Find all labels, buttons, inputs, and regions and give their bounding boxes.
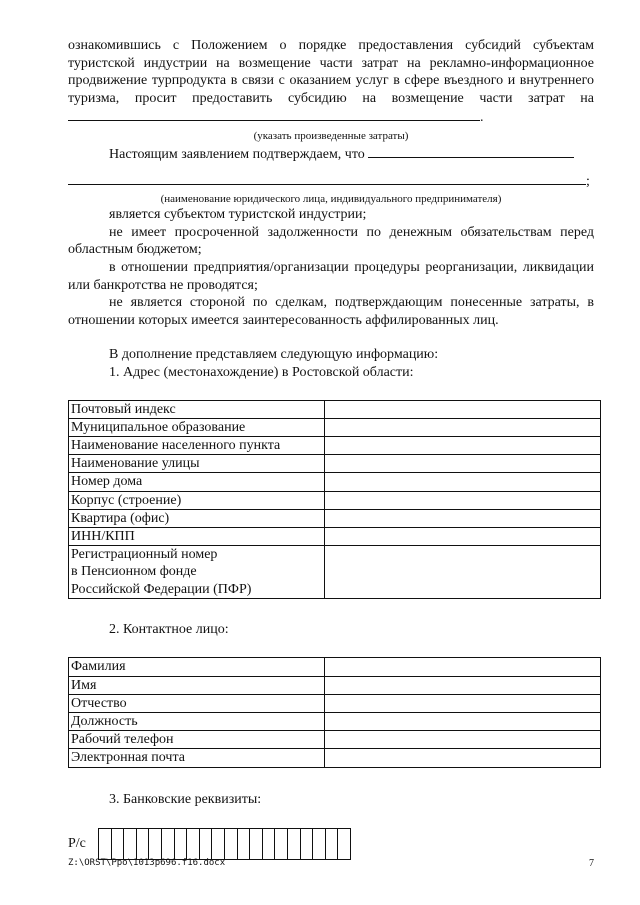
contact-row xyxy=(69,749,601,767)
contact-row xyxy=(69,658,601,676)
contact-value-field[interactable] xyxy=(324,731,600,749)
costs-field[interactable] xyxy=(68,107,480,121)
account-digit-cell[interactable] xyxy=(338,829,350,859)
account-digit-cell[interactable] xyxy=(263,829,276,859)
address-value-field[interactable] xyxy=(324,473,600,491)
address-row xyxy=(69,491,601,509)
additional-intro: В дополнение представляем следующую информацию: xyxy=(109,347,439,363)
entity-name-caption: (наименование юридического лица, индивидуального предпринимателя) xyxy=(160,193,502,206)
address-row xyxy=(69,473,601,491)
account-digit-cell[interactable] xyxy=(275,829,288,859)
contact-label: Рабочий телефон xyxy=(69,731,325,749)
contact-value-field[interactable] xyxy=(324,712,600,730)
statement-3: в отношении предприятия/организации процедуры реорганизации, ликвидации или банкротства не проводятся; xyxy=(68,259,594,293)
address-label: Муниципальное образование xyxy=(69,418,325,436)
pfr-label-line: Российской Федерации (ПФР) xyxy=(71,581,252,597)
address-value-field[interactable] xyxy=(324,527,600,545)
address-label: Наименование улицы xyxy=(69,455,325,473)
entity-name-field-1[interactable] xyxy=(368,144,574,158)
pfr-label xyxy=(69,546,325,599)
statement-4: не является стороной по сделкам, подтверждающим понесенные затраты, в отношении которых имеется заинтересованность аффилированных лиц. xyxy=(68,295,594,328)
form-page xyxy=(68,37,594,860)
intro-period: . xyxy=(480,110,484,126)
page-number: 7 xyxy=(589,858,594,869)
pfr-label-line: в Пенсионном фонде xyxy=(71,564,197,580)
account-digit-cell[interactable] xyxy=(313,829,326,859)
contact-row xyxy=(69,676,601,694)
section2-title: 2. Контактное лицо: xyxy=(109,621,229,637)
address-row xyxy=(69,455,601,473)
contact-label: Электронная почта xyxy=(69,749,325,767)
address-value-field[interactable] xyxy=(324,418,600,436)
address-label: Квартира (офис) xyxy=(69,509,325,527)
statement-2: не имеет просроченной задолженности по денежным обязательствам перед областным бюджетом; xyxy=(68,224,594,258)
confirm-semicolon: ; xyxy=(586,173,590,189)
entity-name-field-2[interactable] xyxy=(68,168,586,185)
account-label: Р/с xyxy=(68,836,86,852)
contact-label: Фамилия xyxy=(69,658,325,676)
pfr-label-line: Регистрационный номер xyxy=(71,547,218,563)
contact-value-field[interactable] xyxy=(324,694,600,712)
address-table xyxy=(68,400,601,599)
intro-paragraph xyxy=(68,37,594,127)
address-row-pfr xyxy=(69,546,601,599)
address-row xyxy=(69,436,601,454)
section3-title: 3. Банковские реквизиты: xyxy=(109,791,262,807)
confirm-text: Настоящим заявлением подтверждаем, что xyxy=(109,146,365,162)
address-value-field[interactable] xyxy=(324,400,600,418)
address-label: Номер дома xyxy=(69,473,325,491)
intro-text: ознакомившись с Положением о порядке предоставления субсидий субъектам туристской индустрии на возмещение части затрат на рекламно-информационное продвижение турпродукта в связи с оказанием услуг в сфере въездного и внутреннего туризма, просит предоставить субсидию на возмещение части затрат на xyxy=(68,38,594,106)
contact-table xyxy=(68,657,601,767)
account-digit-cell[interactable] xyxy=(288,829,301,859)
account-digit-cell[interactable] xyxy=(250,829,263,859)
confirm-line2 xyxy=(68,168,594,191)
address-value-field[interactable] xyxy=(324,436,600,454)
contact-value-field[interactable] xyxy=(324,749,600,767)
address-row xyxy=(69,418,601,436)
address-value-field[interactable] xyxy=(324,509,600,527)
contact-label: Отчество xyxy=(69,694,325,712)
contact-row xyxy=(69,694,601,712)
address-label: ИНН/КПП xyxy=(69,527,325,545)
pfr-value-field[interactable] xyxy=(324,546,600,599)
address-label: Корпус (строение) xyxy=(69,491,325,509)
account-digit-cell[interactable] xyxy=(301,829,314,859)
statement-1: является субъектом туристской индустрии; xyxy=(109,207,367,223)
address-value-field[interactable] xyxy=(324,455,600,473)
account-digit-cell[interactable] xyxy=(326,829,339,859)
contact-row xyxy=(69,731,601,749)
file-path: Z:\ORST\Ppo\1013p696.f16.docx xyxy=(68,858,226,868)
contact-value-field[interactable] xyxy=(324,658,600,676)
statements-list xyxy=(68,206,594,329)
address-row xyxy=(69,400,601,418)
address-label: Почтовый индекс xyxy=(69,400,325,418)
confirm-paragraph xyxy=(68,144,594,164)
address-row xyxy=(69,509,601,527)
address-row xyxy=(69,527,601,545)
contact-row xyxy=(69,712,601,730)
contact-value-field[interactable] xyxy=(324,676,600,694)
account-digit-cell[interactable] xyxy=(225,829,238,859)
address-value-field[interactable] xyxy=(324,491,600,509)
section1-title: 1. Адрес (местонахождение) в Ростовской области: xyxy=(109,364,414,380)
contact-label: Должность xyxy=(69,712,325,730)
contact-label: Имя xyxy=(69,676,325,694)
address-label: Наименование населенного пункта xyxy=(69,436,325,454)
costs-caption: (указать произведенные затраты) xyxy=(253,129,409,142)
account-digit-cell[interactable] xyxy=(238,829,251,859)
